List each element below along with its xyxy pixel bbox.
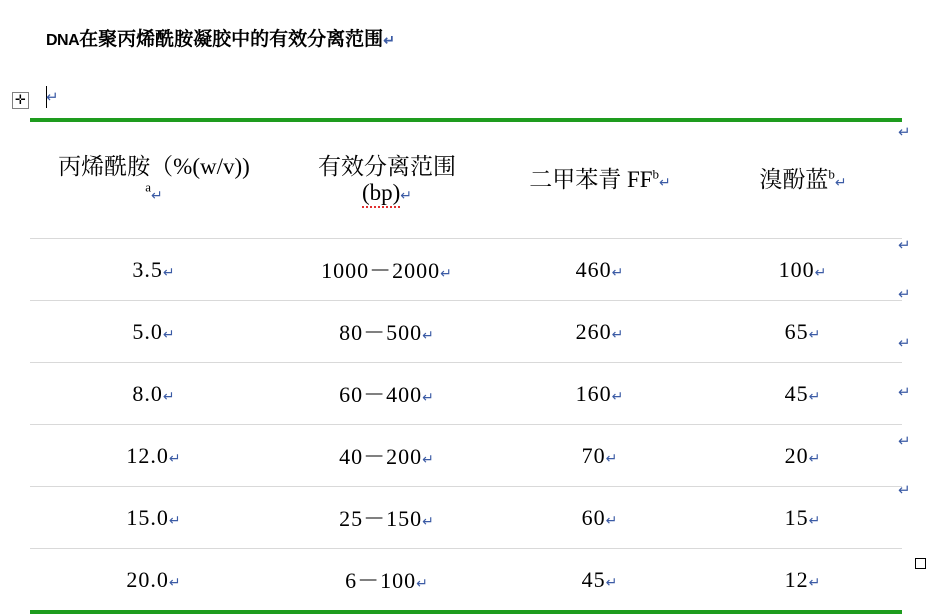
row-end-marks [898,118,928,516]
cell-paragraph-mark: ↵ [611,265,625,281]
cell-value: 25－150 [339,506,423,531]
cell-value: 1000－2000 [321,258,441,283]
header-cell-xylene-cyanol [496,120,704,239]
table-row [30,487,902,549]
dna-separation-table [30,118,902,614]
cell-acrylamide [30,487,278,549]
cell-value: 3.5 [132,256,163,282]
page-title [46,24,395,51]
header-cell-range [278,120,496,239]
cell-bromophenol [704,549,902,613]
cell-value: 80－500 [339,320,423,345]
cell-paragraph-mark: ↵ [151,189,163,204]
cell-value: 460 [575,256,612,282]
cell-paragraph-mark: ↵ [440,267,453,282]
cell-paragraph-mark: ↵ [659,175,671,191]
cell-value: 60－400 [339,382,423,407]
table-container [30,118,870,614]
cell-range [278,239,496,301]
page-title-cn: 在聚丙烯酰胺凝胶中的有效分离范围 [79,29,384,50]
cell-bromophenol [704,239,902,301]
table-row [30,425,902,487]
cell-value: 60 [581,504,606,530]
cell-paragraph-mark: ↵ [605,513,619,529]
cell-range [278,425,496,487]
table-row [30,239,902,301]
row-end-mark: ↵ [898,483,911,499]
header-cell-bromophenol-blue [704,120,902,239]
cell-value: 45 [581,566,606,592]
end-of-document-marker [915,558,926,569]
cell-paragraph-mark: ↵ [611,327,625,343]
table-row [30,549,902,613]
cell-bromophenol [704,301,902,363]
cell-acrylamide [30,363,278,425]
cell-paragraph-mark: ↵ [162,389,176,405]
cell-value: 100 [778,256,815,282]
cell-value: 20.0 [126,566,169,592]
cell-value: 8.0 [132,380,163,406]
cell-value: 160 [575,380,612,406]
header-range-unit: (bp) [362,180,400,208]
cell-paragraph-mark: ↵ [168,513,182,529]
cell-paragraph-mark: ↵ [611,389,625,405]
cell-xylene [496,425,704,487]
cell-paragraph-mark: ↵ [808,327,822,343]
cell-value: 45 [784,380,809,406]
header-xylene-text: 二甲苯青 FF [529,166,653,192]
cell-paragraph-mark: ↵ [162,265,176,281]
table-move-handle-icon[interactable]: ✛ [12,92,29,109]
cell-paragraph-mark: ↵ [808,451,822,467]
header-acrylamide-footnote: a [145,179,152,195]
cell-xylene [496,549,704,613]
cell-value: 65 [784,318,809,344]
cell-xylene [496,239,704,301]
cell-range [278,549,496,613]
cell-paragraph-mark: ↵ [168,575,182,591]
cell-acrylamide [30,425,278,487]
header-xylene-footnote: b [652,166,660,182]
cell-paragraph-mark: ↵ [422,329,435,344]
table-header-row [30,120,902,239]
cell-paragraph-mark: ↵ [168,451,182,467]
cell-bromophenol [704,487,902,549]
cell-paragraph-mark: ↵ [834,175,847,191]
cell-paragraph-mark: ↵ [808,513,822,529]
cell-value: 260 [575,318,612,344]
header-bromophenol-text: 溴酚蓝 [759,166,829,192]
row-end-mark: ↵ [898,336,911,352]
cell-value: 40－200 [339,444,423,469]
cell-value: 15.0 [126,504,169,530]
cell-paragraph-mark: ↵ [814,265,828,281]
row-end-mark: ↵ [898,125,911,141]
row-end-mark: ↵ [898,287,911,303]
cell-paragraph-mark: ↵ [162,327,176,343]
cell-range [278,363,496,425]
cell-xylene [496,363,704,425]
cell-xylene [496,301,704,363]
cell-value: 12 [784,566,809,592]
row-end-mark: ↵ [898,385,911,401]
cell-paragraph-mark: ↵ [416,577,429,592]
page-title-latin: DNA [46,32,80,49]
cell-xylene [496,487,704,549]
cell-paragraph-mark: ↵ [422,453,435,468]
cell-value: 5.0 [132,318,163,344]
cell-value: 6－100 [345,568,417,593]
row-end-mark: ↵ [898,238,911,254]
table-row [30,363,902,425]
header-range-text: 有效分离范围 [318,153,456,179]
cell-range [278,301,496,363]
cell-value: 12.0 [126,442,169,468]
table-row [30,301,902,363]
header-acrylamide-text: 丙烯酰胺（%(w/v)) [58,153,250,179]
cell-paragraph-mark: ↵ [422,391,435,406]
cell-acrylamide [30,239,278,301]
header-bromophenol-footnote: b [828,166,835,182]
paragraph-mark: ↵ [383,34,395,49]
cell-bromophenol [704,425,902,487]
cell-paragraph-mark: ↵ [605,575,619,591]
cell-value: 70 [581,442,606,468]
cell-value: 15 [784,504,809,530]
header-cell-acrylamide [30,120,278,239]
cell-paragraph-mark: ↵ [808,575,822,591]
empty-paragraph-mark: ↵ [46,90,59,106]
cell-paragraph-mark: ↵ [605,451,619,467]
cell-acrylamide [30,301,278,363]
cell-paragraph-mark: ↵ [422,515,435,530]
cell-paragraph-mark: ↵ [400,189,413,204]
cell-bromophenol [704,363,902,425]
cell-paragraph-mark: ↵ [808,389,822,405]
cell-range [278,487,496,549]
row-end-mark: ↵ [898,434,911,450]
cell-acrylamide [30,549,278,613]
cell-value: 20 [784,442,809,468]
